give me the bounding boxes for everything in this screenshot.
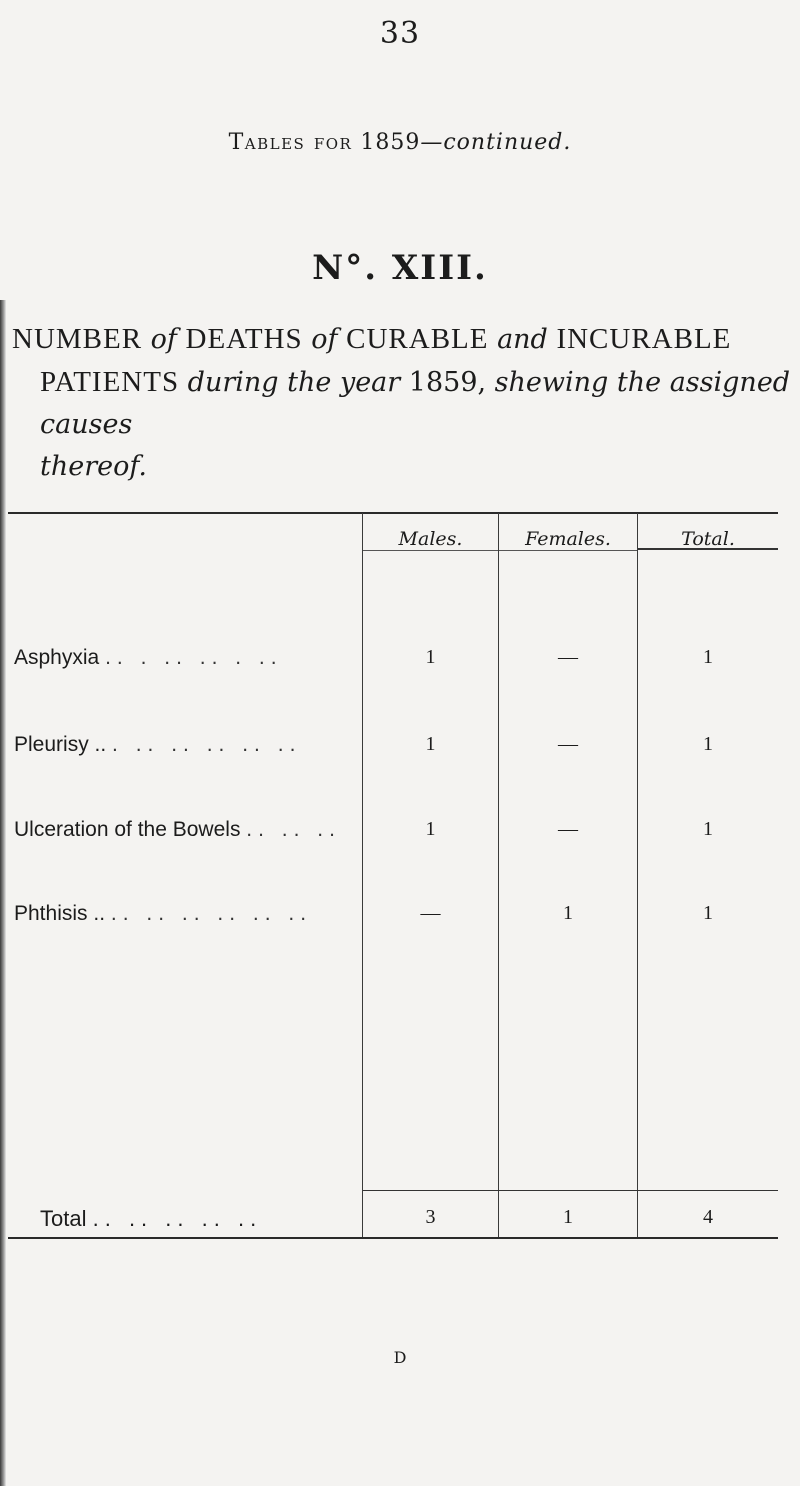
dot-leader: .. .. .. .. .. ..: [110, 902, 313, 925]
header-underline: [499, 550, 637, 551]
title-word: INCURABLE: [556, 323, 732, 355]
cause-name: Asphyxia: [14, 646, 100, 669]
table-row-label: [14, 902, 364, 926]
table-row-label: [14, 733, 364, 757]
cell-females: —: [558, 818, 578, 840]
title-word: thereof.: [40, 451, 147, 482]
table-title: [12, 318, 792, 488]
cell-females: —: [558, 646, 578, 668]
column-header-males: Males.: [398, 528, 463, 550]
cause-name: Phthisis ..: [14, 902, 106, 925]
cell-males: 1: [425, 733, 436, 755]
title-word: NUMBER: [12, 323, 143, 355]
table-bottom-rule: [8, 1237, 778, 1239]
dot-leader: . .. .. .. .. ..: [112, 733, 302, 756]
header-underline: [363, 550, 498, 551]
cell-males: 1: [425, 818, 436, 840]
running-head-suffix: —continued.: [420, 130, 572, 155]
cause-name: Pleurisy ..: [14, 733, 107, 756]
running-head: [0, 130, 800, 155]
cell-total: 1: [703, 818, 713, 840]
cell-total: 1: [703, 646, 713, 668]
cell-females: —: [558, 733, 578, 755]
total-females: 1: [563, 1206, 573, 1228]
title-word: of: [150, 324, 177, 355]
book-binding-edge: [0, 300, 6, 1486]
column-divider: [362, 513, 363, 1237]
total-total: 4: [703, 1206, 713, 1228]
cell-total: 1: [703, 902, 713, 924]
title-year: 1859,: [408, 367, 487, 398]
page-number: 33: [379, 16, 421, 51]
total-males: 3: [425, 1206, 436, 1228]
signature-mark: D: [393, 1348, 407, 1367]
cell-males: 1: [425, 646, 436, 668]
table-top-rule: [8, 512, 778, 514]
running-head-year: 1859: [360, 130, 421, 155]
cell-total: 1: [703, 733, 713, 755]
title-word: and: [497, 324, 548, 355]
dot-leader: .. . .. .. . ..: [105, 646, 283, 669]
title-word: shewing the assigned causes: [40, 367, 791, 440]
running-head-prefix: Tables for: [228, 130, 353, 155]
table-number: N°. XIII.: [312, 248, 488, 288]
total-row-label: [40, 1206, 262, 1232]
cell-females: 1: [563, 902, 573, 924]
total-label: Total: [40, 1206, 87, 1231]
table-row-label: [14, 646, 364, 670]
title-word: of: [311, 324, 338, 355]
dot-leader: .. .. ..: [246, 818, 341, 841]
cell-males: —: [420, 902, 441, 924]
dot-leader: .. .. .. .. ..: [92, 1206, 263, 1231]
title-word: CURABLE: [346, 323, 489, 355]
column-header-females: Females.: [525, 528, 611, 550]
cause-name: Ulceration of the Bowels: [14, 818, 241, 841]
column-header-total: Total.: [681, 528, 735, 550]
title-word: during the year: [187, 367, 401, 398]
column-divider: [498, 513, 499, 1237]
table-row-label: [14, 818, 364, 842]
column-divider: [637, 513, 638, 1237]
title-word: DEATHS: [185, 323, 303, 355]
title-word: PATIENTS: [40, 366, 180, 398]
total-rule: [363, 1190, 778, 1191]
